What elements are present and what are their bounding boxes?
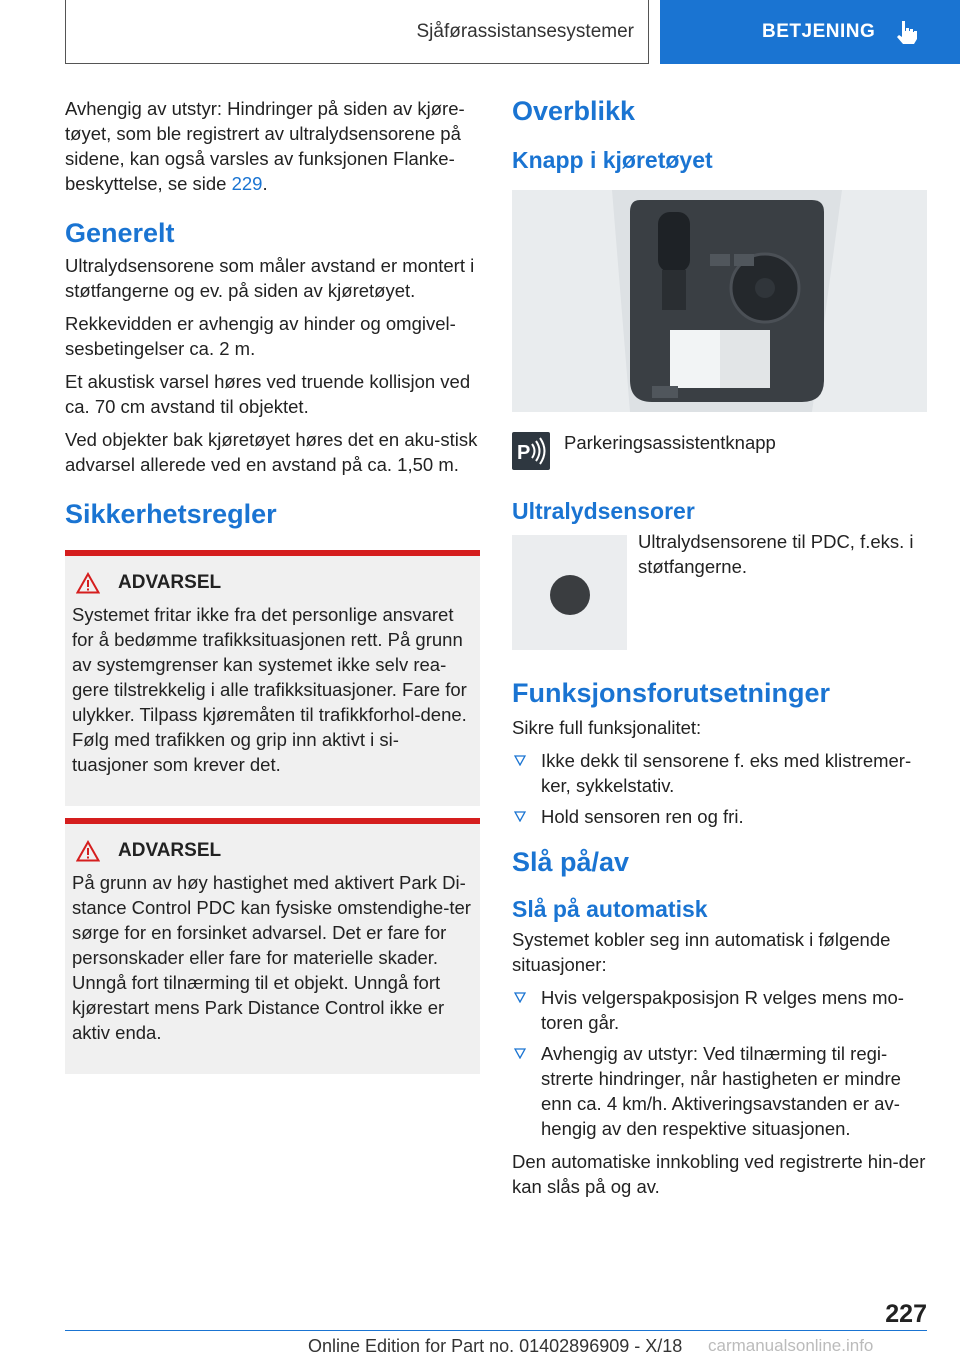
auto-heading: Slå på automatisk [512, 896, 708, 922]
generelt-p4: Ved objekter bak kjøretøyet høres det en aku-stisk advarsel allerede ved en avstand på ca. 1,50 m. [65, 429, 478, 475]
page-number: 227 [885, 1300, 927, 1328]
auto-list [512, 985, 927, 1141]
header-section-title: Sjåførassistansesystemer [416, 20, 634, 42]
ultra-heading: Ultralydsensorer [512, 498, 695, 524]
warning-triangle-icon [76, 572, 100, 594]
warning-text-2: På grunn av høy hastighet med aktivert Park Di-stance Control PDC kan fysiske omstendighe-ter sørge for en forsinket advarsel. Det er fare for personskader eller fare for materielle skader. Unngå fort tilnærming til et objekt. Unngå fort kjørestart mens Park Distance Control ikke er aktiv enda. [72, 872, 471, 1043]
header-chapter-title: BETJENING [762, 21, 876, 42]
header-chapter-box [660, 0, 960, 64]
sikkerhet-heading: Sikkerhetsregler [65, 499, 277, 529]
svg-text:P: P [517, 442, 531, 464]
knapp-heading: Knapp i kjøretøyet [512, 147, 713, 173]
list-item [512, 804, 927, 829]
sla-heading: Slå på/av [512, 847, 630, 877]
warning-title-1 [72, 572, 473, 594]
pdc-button-row [512, 432, 927, 470]
right-column [512, 96, 927, 1207]
warning-label-2: ADVARSEL [118, 840, 222, 861]
generelt-p3: Et akustisk varsel høres ved truende kollisjon ved ca. 70 cm avstand til objektet. [65, 371, 471, 417]
sensor-row [512, 529, 927, 650]
warning-label-1: ADVARSEL [118, 572, 222, 593]
overblikk-heading: Overblikk [512, 96, 636, 126]
generelt-p2: Rekkevidden er avhengig av hinder og omgivel-sesbetingelser ca. 2 m. [65, 313, 456, 359]
triangle-bullet-icon [514, 754, 526, 766]
center-console-illustration [512, 190, 927, 412]
warning-box-1 [65, 550, 480, 806]
sensor-photo [512, 535, 627, 650]
auto-outro: Den automatiske innkobling ved registrerte hin-der kan slås på og av. [512, 1151, 926, 1197]
warning-title-2 [72, 840, 473, 862]
header-section-box [65, 0, 649, 64]
list-item [512, 985, 927, 1035]
generelt-heading: Generelt [65, 218, 175, 248]
triangle-bullet-icon [514, 810, 526, 822]
funk-list [512, 748, 927, 829]
funk-intro: Sikre full funksjonalitet: [512, 717, 702, 738]
sensor-text: Ultralydsensorene til PDC, f.eks. i støtfangerne. [638, 531, 914, 577]
parking-assistant-button-icon [512, 432, 550, 470]
list-item-text: Hvis velgerspakposisjon R velges mens mo-toren går. [541, 987, 904, 1033]
triangle-bullet-icon [514, 1047, 526, 1059]
left-column [65, 96, 480, 1074]
funk-heading: Funksjonsforutsetninger [512, 678, 831, 708]
edition-text: Online Edition for Part no. 01402896909 - X/18 [308, 1336, 683, 1356]
watermark-text: carmanualsonline.info [708, 1336, 874, 1355]
list-item-text: Hold sensoren ren og fri. [541, 806, 744, 827]
center-console-photo [512, 190, 927, 412]
intro-end: . [262, 173, 268, 194]
pdc-button-caption: Parkeringsassistentknapp [564, 432, 776, 453]
auto-intro: Systemet kobler seg inn automatisk i følgende situasjoner: [512, 929, 891, 975]
pointing-hand-icon [893, 19, 919, 45]
warning-text-1: Systemet fritar ikke fra det personlige ansvaret for å bedømme trafikksituasjonen rett. På grunn av systemgrenser kan systemet ikke selv rea-gere tilstrekkelig i alle trafikksituasjoner. Fare for ulykker. Tilpass kjøremåten til trafikkforhol-dene. Følg med trafikken og grip inn aktivt i si-tuasjoner som krever det. [72, 604, 467, 775]
list-item-text: Ikke dekk til sensorene f. eks med klistremer-ker, sykkelstativ. [541, 750, 912, 796]
warning-triangle-icon [76, 840, 100, 862]
list-item [512, 1041, 927, 1141]
footer-divider [65, 1330, 927, 1331]
page-link-229[interactable]: 229 [231, 173, 263, 194]
warning-box-2 [65, 818, 480, 1074]
list-item-text: Avhengig av utstyr: Ved tilnærming til regi-strerte hindringer, når hastigheten er mindre enn ca. 4 km/h. Aktiveringsavstanden er av-hengig av den respektive situasjonen. [541, 1043, 901, 1139]
list-item [512, 748, 927, 798]
generelt-p1: Ultralydsensorene som måler avstand er montert i støtfangerne og ev. på siden av kjøretøyet. [65, 255, 475, 301]
intro-text: Avhengig av utstyr: Hindringer på siden av kjøre-tøyet, som ble registrert av ultralydsensorene på sidene, kan også varsles av funksjonen Flanke-beskyttelse, se side [65, 98, 465, 194]
intro-paragraph [65, 96, 480, 196]
triangle-bullet-icon [514, 991, 526, 1003]
